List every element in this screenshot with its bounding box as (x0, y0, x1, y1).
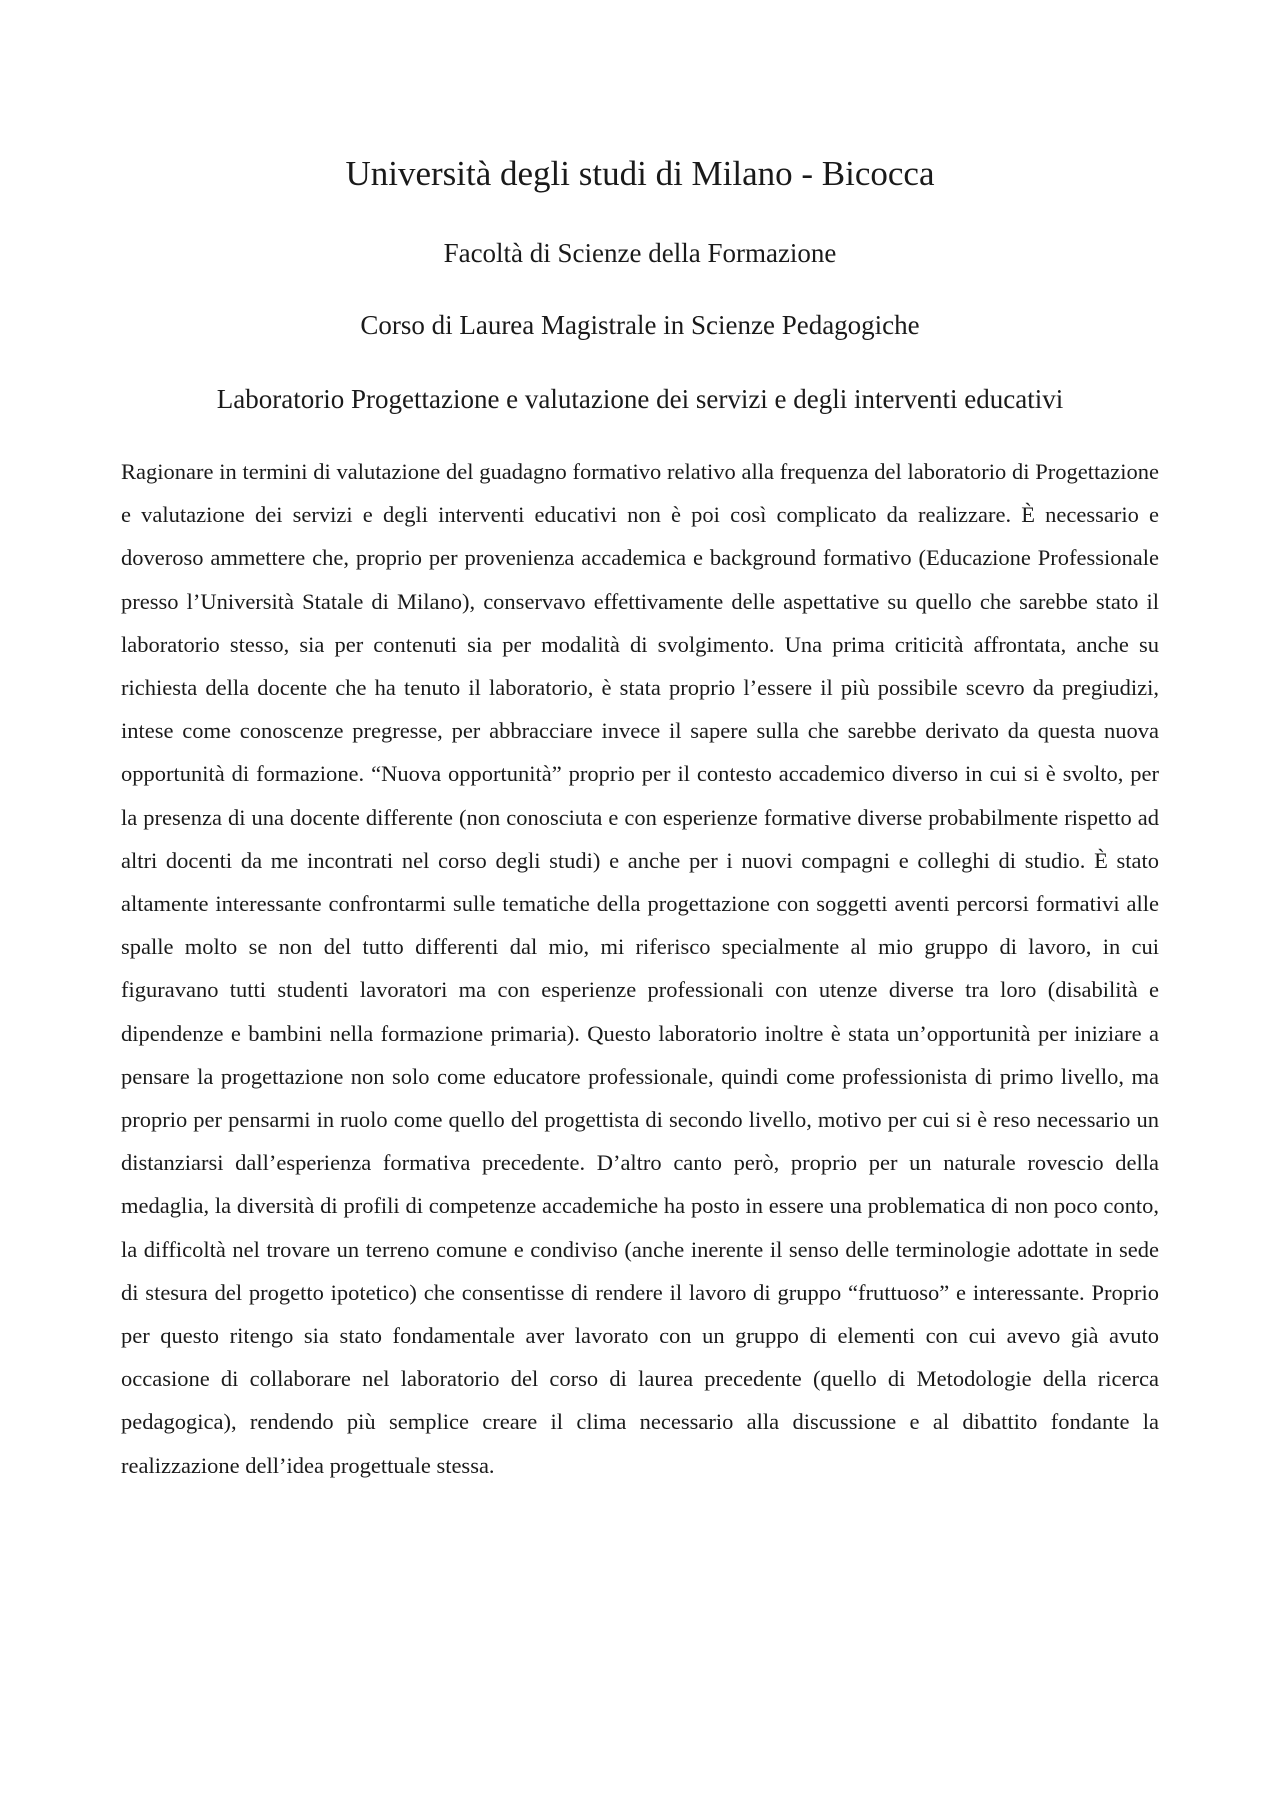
laboratory-title: Laboratorio Progettazione e valutazione dei servizi e degli interventi educativi (216, 384, 1064, 414)
course-title: Corso di Laurea Magistrale in Scienze Pedagogiche (360, 310, 920, 340)
body-paragraph: Ragionare in termini di valutazione del guadagno formativo relativo alla frequenza del laboratorio di Progettazione e valutazione dei servizi e degli interventi educativi non è poi così complicato da realizzare. È necessario e doveroso ammettere che, proprio per provenienza accademica e background formativo (Educazione Professionale presso l’Università Statale di Milano), conservavo effettivamente delle aspettative su quello che sarebbe stato il laboratorio stesso, sia per contenuti sia per modalità di svolgimento. Una prima criticità affrontata, anche su richiesta della docente che ha tenuto il laboratorio, è stata proprio l’essere il più possibile scevro da pregiudizi, intese come conoscenze pregresse, per abbracciare invece il sapere sulla che sarebbe derivato da questa nuova opportunità di formazione. “Nuova opportunità” proprio per il contesto accademico diverso in cui si è svolto, per la presenza di una docente differente (non conosciuta e con esperienze formative diverse probabilmente rispetto ad altri docenti da me incontrati nel corso degli studi) e anche per i nuovi compagni e colleghi di studio. È stato altamente interessante confrontarmi sulle tematiche della progettazione con soggetti aventi percorsi formativi alle spalle molto se non del tutto differenti dal mio, mi riferisco specialmente al mio gruppo di lavoro, in cui figuravano tutti studenti lavoratori ma con esperienze professionali con utenze diverse tra loro (disabilità e dipendenze e bambini nella formazione primaria). Questo laboratorio inoltre è stata un’opportunità per iniziare a pensare la progettazione non solo come educatore professionale, quindi come professionista di primo livello, ma proprio per pensarmi in ruolo come quello del progettista di secondo livello, motivo per cui si è reso necessario un distanziarsi dall’esperienza formativa precedente. D’altro canto però, proprio per un naturale rovescio della medaglia, la diversità di profili di competenze accademiche ha posto in essere una problematica di non poco conto, la difficoltà nel trovare un terreno comune e condiviso (anche inerente il senso delle terminologie adottate in sede di stesura del progetto ipotetico) che consentisse di rendere il lavoro di gruppo “fruttuoso” e interessante. Proprio per questo ritengo sia stato fondamentale aver lavorato con un gruppo di elementi con cui avevo già avuto occasione di collaborare nel laboratorio del corso di laurea precedente (quello di Metodologie della ricerca pedagogica), rendendo più semplice creare il clima necessario alla discussione e al dibattito fondante la realizzazione dell’idea progettuale stessa. (121, 459, 1159, 1478)
university-title: Università degli studi di Milano - Bicocca (345, 154, 935, 193)
faculty-title: Facoltà di Scienze della Formazione (443, 238, 837, 268)
